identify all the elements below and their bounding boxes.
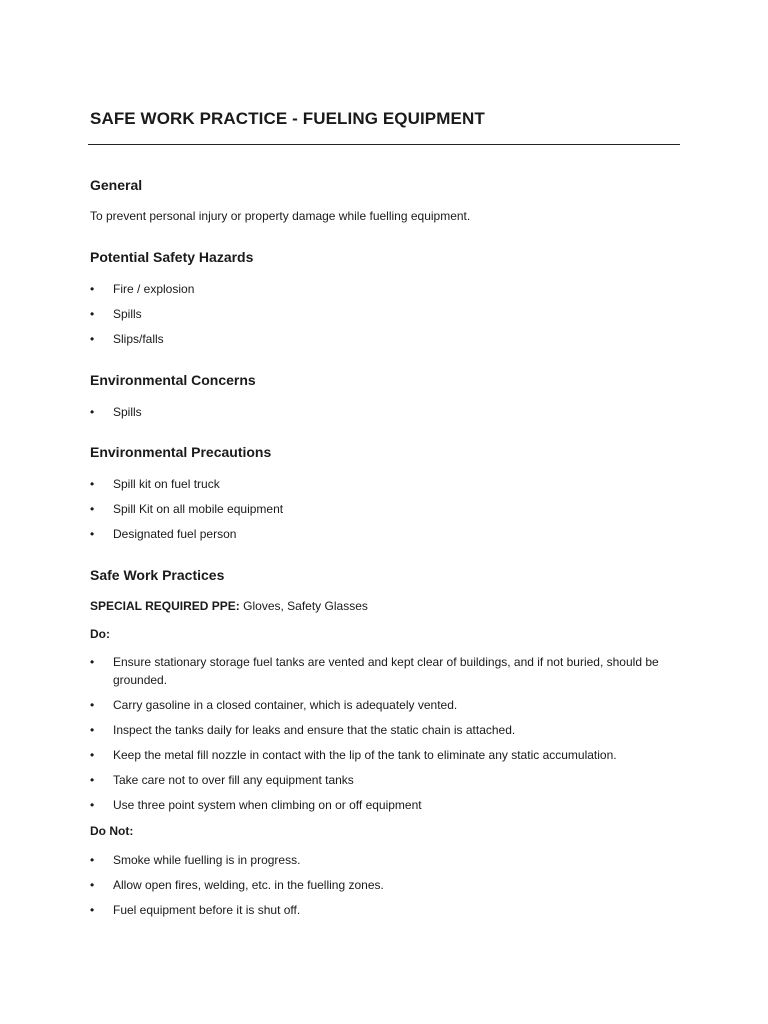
- list-item: • Fuel equipment before it is shut off.: [90, 903, 301, 917]
- ppe-value: Gloves, Safety Glasses: [239, 599, 368, 613]
- ppe-label: SPECIAL REQUIRED PPE:: [90, 599, 240, 613]
- hazards-heading: Potential Safety Hazards: [90, 249, 254, 265]
- document-title: SAFE WORK PRACTICE - FUELING EQUIPMENT: [90, 109, 485, 128]
- bullet-icon: •: [90, 723, 95, 737]
- bullet-icon: •: [90, 307, 95, 321]
- do-label: Do:: [90, 627, 110, 641]
- do-list: [90, 653, 680, 821]
- list-item: • Designated fuel person: [90, 527, 237, 541]
- bullet-icon: •: [90, 878, 95, 892]
- list-item: • Spills: [90, 307, 142, 321]
- list-item: • Fire / explosion: [90, 282, 195, 296]
- do-not-label: Do Not:: [90, 824, 134, 838]
- precautions-heading: Environmental Precautions: [90, 444, 272, 460]
- concerns-heading: Environmental Concerns: [90, 372, 256, 388]
- list-item: • Allow open fires, welding, etc. in the fuelling zones.: [90, 878, 384, 892]
- bullet-icon: •: [90, 282, 95, 296]
- hazards-list: [90, 280, 680, 355]
- list-item: • Spill Kit on all mobile equipment: [90, 502, 284, 516]
- concerns-list: [90, 403, 680, 428]
- ppe-requirement: [90, 599, 368, 614]
- practices-heading: Safe Work Practices: [90, 567, 225, 583]
- precautions-list: [90, 475, 680, 550]
- list-item: • Use three point system when climbing on or off equipment: [90, 798, 422, 812]
- bullet-icon: •: [90, 655, 95, 669]
- bullet-icon: •: [90, 698, 95, 712]
- list-item: • Keep the metal fill nozzle in contact with the lip of the tank to eliminate any static accumulation.: [90, 748, 617, 762]
- list-item: • Smoke while fuelling is in progress.: [90, 853, 301, 867]
- bullet-icon: •: [90, 853, 95, 867]
- title-divider: [88, 144, 680, 145]
- list-item: • Spill kit on fuel truck: [90, 477, 220, 491]
- general-text: To prevent personal injury or property damage while fuelling equipment.: [90, 209, 471, 223]
- list-item: • Spills: [90, 405, 142, 419]
- bullet-icon: •: [90, 405, 95, 419]
- bullet-icon: •: [90, 903, 95, 917]
- general-heading: General: [90, 177, 143, 193]
- bullet-icon: •: [90, 502, 95, 516]
- bullet-icon: •: [90, 748, 95, 762]
- list-item: • Slips/falls: [90, 332, 164, 346]
- list-item: • Ensure stationary storage fuel tanks are vented and kept clear of buildings, and if not buried, should be grounded.: [90, 655, 659, 687]
- bullet-icon: •: [90, 332, 95, 346]
- bullet-icon: •: [90, 527, 95, 541]
- list-item: • Inspect the tanks daily for leaks and ensure that the static chain is attached.: [90, 723, 516, 737]
- bullet-icon: •: [90, 773, 95, 787]
- list-item: • Take care not to over fill any equipment tanks: [90, 773, 354, 787]
- list-item: • Carry gasoline in a closed container, which is adequately vented.: [90, 698, 458, 712]
- do-not-list: [90, 851, 680, 926]
- bullet-icon: •: [90, 798, 95, 812]
- bullet-icon: •: [90, 477, 95, 491]
